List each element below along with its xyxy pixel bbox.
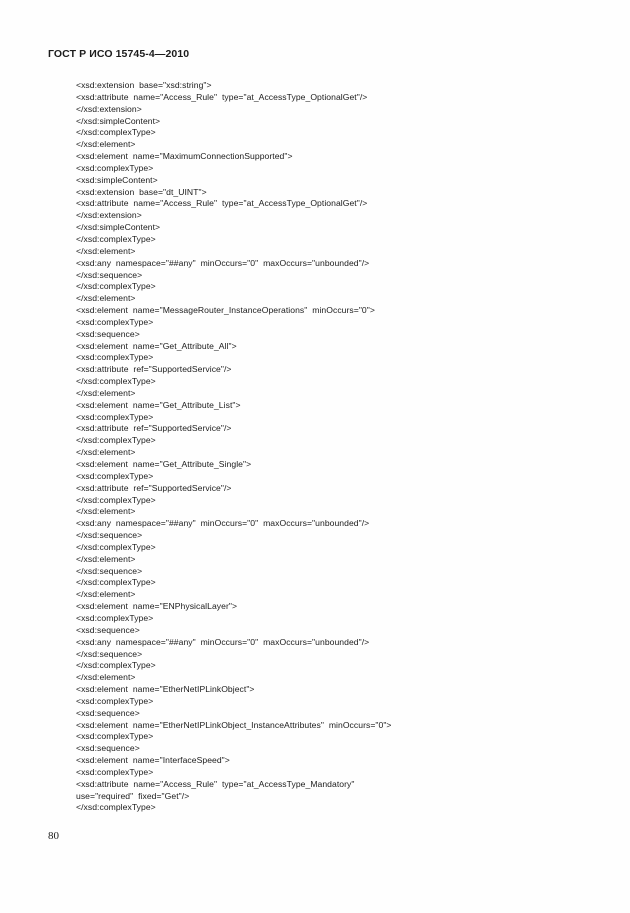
code-line: </xsd:extension> <box>76 103 142 114</box>
code-line: <xsd:any namespace="##any" minOccurs="0" maxOccurs="unbounded"/> <box>76 257 370 268</box>
code-line: <xsd:element name="Get_Attribute_List"> <box>76 399 241 410</box>
code-line: <xsd:element name="InterfaceSpeed"> <box>76 755 230 766</box>
code-line: <xsd:element name="Get_Attribute_All"> <box>76 340 237 351</box>
code-line: </xsd:element> <box>76 447 136 458</box>
code-line: <xsd:attribute name="Access_Rule" type="at_AccessType_Mandatory" <box>76 778 355 789</box>
code-line: <xsd:complexType> <box>76 470 154 481</box>
code-line: <xsd:complexType> <box>76 316 154 327</box>
code-line: </xsd:complexType> <box>76 494 156 505</box>
code-line: <xsd:complexType> <box>76 162 154 173</box>
code-line: <xsd:complexType> <box>76 731 154 742</box>
code-line: </xsd:complexType> <box>76 541 156 552</box>
code-line: </xsd:element> <box>76 553 136 564</box>
code-line: </xsd:complexType> <box>76 435 156 446</box>
code-line: </xsd:element> <box>76 245 136 256</box>
code-line: <xsd:complexType> <box>76 411 154 422</box>
code-line: <xsd:complexType> <box>76 695 154 706</box>
code-line: </xsd:simpleContent> <box>76 115 161 126</box>
code-line: </xsd:complexType> <box>76 376 156 387</box>
code-line: <xsd:complexType> <box>76 612 154 623</box>
xsd-code-block <box>76 80 392 814</box>
code-line: <xsd:sequence> <box>76 707 140 718</box>
code-line: <xsd:complexType> <box>76 352 154 363</box>
code-line: </xsd:element> <box>76 139 136 150</box>
code-line: </xsd:complexType> <box>76 281 156 292</box>
code-line: <xsd:any namespace="##any" minOccurs="0" maxOccurs="unbounded"/> <box>76 518 370 529</box>
code-line: </xsd:complexType> <box>76 660 156 671</box>
code-line: <xsd:simpleContent> <box>76 174 158 185</box>
code-line: <xsd:any namespace="##any" minOccurs="0" maxOccurs="unbounded"/> <box>76 636 370 647</box>
code-line: <xsd:attribute ref="SupportedService"/> <box>76 364 232 375</box>
code-line: <xsd:attribute name="Access_Rule" type="at_AccessType_OptionalGet"/> <box>76 198 368 209</box>
code-line: </xsd:element> <box>76 672 136 683</box>
code-line: use="required" fixed="Get"/> <box>76 790 190 801</box>
code-line: <xsd:extension base="dt_UINT"> <box>76 186 207 197</box>
code-line: <xsd:element name="MessageRouter_InstanceOperations" minOccurs="0"> <box>76 305 375 316</box>
code-line: <xsd:element name="ENPhysicalLayer"> <box>76 601 238 612</box>
code-line: <xsd:sequence> <box>76 743 140 754</box>
code-line: <xsd:element name="EtherNetIPLinkObject_InstanceAttributes" minOccurs="0"> <box>76 719 392 730</box>
code-line: </xsd:extension> <box>76 210 142 221</box>
document-header: ГОСТ Р ИСО 15745-4—2010 <box>48 48 190 60</box>
code-line: </xsd:sequence> <box>76 269 143 280</box>
code-line: </xsd:sequence> <box>76 648 143 659</box>
code-line: <xsd:sequence> <box>76 624 140 635</box>
code-line: <xsd:complexType> <box>76 766 154 777</box>
code-line: </xsd:complexType> <box>76 802 156 813</box>
code-line: <xsd:extension base="xsd:string"> <box>76 80 212 90</box>
code-line: </xsd:element> <box>76 506 136 517</box>
code-line: </xsd:element> <box>76 293 136 304</box>
code-line: </xsd:sequence> <box>76 565 143 576</box>
code-line: </xsd:element> <box>76 387 136 398</box>
code-line: </xsd:sequence> <box>76 530 143 541</box>
code-line: <xsd:attribute ref="SupportedService"/> <box>76 482 232 493</box>
code-line: <xsd:element name="MaximumConnectionSupported"> <box>76 151 293 162</box>
code-line: <xsd:element name="EtherNetIPLinkObject"> <box>76 684 255 695</box>
code-line: <xsd:attribute ref="SupportedService"/> <box>76 423 232 434</box>
code-line: </xsd:simpleContent> <box>76 222 161 233</box>
code-line: <xsd:attribute name="Access_Rule" type="at_AccessType_OptionalGet"/> <box>76 91 368 102</box>
code-line: <xsd:element name="Get_Attribute_Single"> <box>76 459 252 469</box>
code-line: <xsd:sequence> <box>76 328 140 339</box>
code-line: </xsd:complexType> <box>76 233 156 244</box>
code-line: </xsd:complexType> <box>76 577 156 588</box>
code-line: </xsd:complexType> <box>76 127 156 138</box>
page-number: 80 <box>48 830 59 842</box>
code-line: </xsd:element> <box>76 589 136 600</box>
